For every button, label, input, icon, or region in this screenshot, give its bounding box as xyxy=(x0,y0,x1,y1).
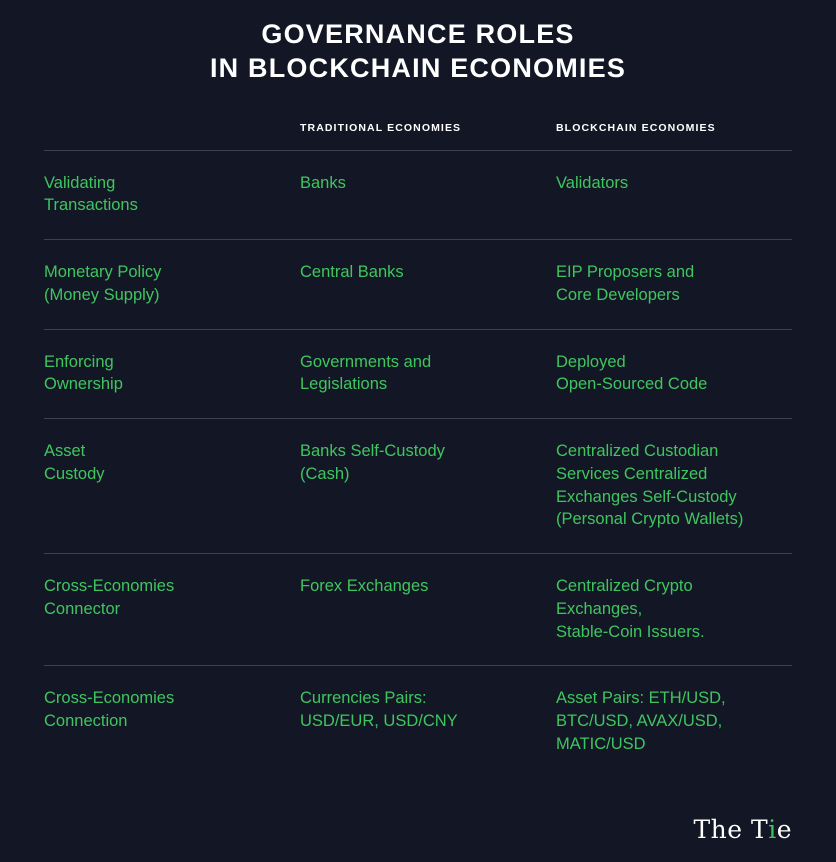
cell-line: Centralized Crypto xyxy=(556,577,693,596)
cell-line: Forex Exchanges xyxy=(300,577,429,596)
table-row xyxy=(44,330,792,419)
cell-line: Governments and xyxy=(300,352,432,371)
page-title-line-1: GOVERNANCE ROLES xyxy=(261,19,575,49)
cell-line: (Cash) xyxy=(300,464,350,483)
cell-line: Connector xyxy=(44,599,121,618)
cell-line: USD/EUR, USD/CNY xyxy=(300,712,458,731)
cell-blockchain xyxy=(556,351,792,397)
column-header-traditional: TRADITIONAL ECONOMIES xyxy=(300,121,462,134)
cell-line: Validators xyxy=(556,173,629,192)
comparison-table xyxy=(44,86,792,778)
cell-blockchain xyxy=(556,687,792,755)
column-header-blockchain: BLOCKCHAIN ECONOMIES xyxy=(556,121,716,134)
cell-line: BTC/USD, AVAX/USD, xyxy=(556,712,723,731)
cell-line: Stable-Coin Issuers. xyxy=(556,622,705,641)
cell-traditional xyxy=(300,575,556,598)
cell-line: EIP Proposers and xyxy=(556,263,695,282)
cell-role xyxy=(44,172,300,218)
table-row xyxy=(44,419,792,553)
cell-line: Custody xyxy=(44,464,105,483)
cell-line: Legislations xyxy=(300,375,388,394)
table-row xyxy=(44,240,792,329)
cell-line: Services Centralized xyxy=(556,464,708,483)
table-row xyxy=(44,151,792,240)
brand-logo xyxy=(694,815,793,844)
cell-line: Enforcing xyxy=(44,352,114,371)
cell-line: Banks xyxy=(300,173,346,192)
cell-role xyxy=(44,440,300,486)
cell-line: Connection xyxy=(44,712,128,731)
cell-line: Transactions xyxy=(44,196,138,215)
table-header-row xyxy=(44,122,792,150)
cell-line: (Money Supply) xyxy=(44,285,160,304)
cell-traditional xyxy=(300,440,556,486)
cell-line: Open-Sourced Code xyxy=(556,375,708,394)
cell-traditional xyxy=(300,261,556,284)
cell-line: Currencies Pairs: xyxy=(300,689,427,708)
cell-line: Validating xyxy=(44,173,116,192)
cell-line: Exchanges Self-Custody xyxy=(556,487,737,506)
cell-line: Cross-Economies xyxy=(44,577,175,596)
page-title-line-2: IN BLOCKCHAIN ECONOMIES xyxy=(209,52,627,83)
cell-traditional xyxy=(300,687,556,733)
cell-line: Monetary Policy xyxy=(44,263,162,282)
cell-line: Core Developers xyxy=(556,285,680,304)
cell-line: Centralized Custodian xyxy=(556,442,719,461)
cell-role xyxy=(44,575,300,621)
cell-traditional xyxy=(300,172,556,195)
cell-line: Cross-Economies xyxy=(44,689,175,708)
cell-blockchain xyxy=(556,261,792,307)
cell-line: Asset xyxy=(44,442,86,461)
cell-blockchain xyxy=(556,440,792,531)
cell-line: Asset Pairs: ETH/USD, xyxy=(556,689,726,708)
logo-accent: i xyxy=(768,815,777,844)
cell-role xyxy=(44,261,300,307)
cell-line: Banks Self-Custody xyxy=(300,442,445,461)
table-row xyxy=(44,666,792,777)
page-title xyxy=(0,0,836,86)
table-row xyxy=(44,554,792,665)
cell-line: Central Banks xyxy=(300,263,404,282)
cell-role xyxy=(44,351,300,397)
logo-part-1: The T xyxy=(693,815,769,844)
cell-line: Ownership xyxy=(44,375,123,394)
cell-line: MATIC/USD xyxy=(556,734,646,753)
cell-line: (Personal Crypto Wallets) xyxy=(556,510,744,529)
cell-traditional xyxy=(300,351,556,397)
logo-part-2: e xyxy=(776,815,792,844)
cell-line: Exchanges, xyxy=(556,599,643,618)
cell-blockchain xyxy=(556,172,792,195)
cell-blockchain xyxy=(556,575,792,643)
cell-role xyxy=(44,687,300,733)
cell-line: Deployed xyxy=(556,352,626,371)
